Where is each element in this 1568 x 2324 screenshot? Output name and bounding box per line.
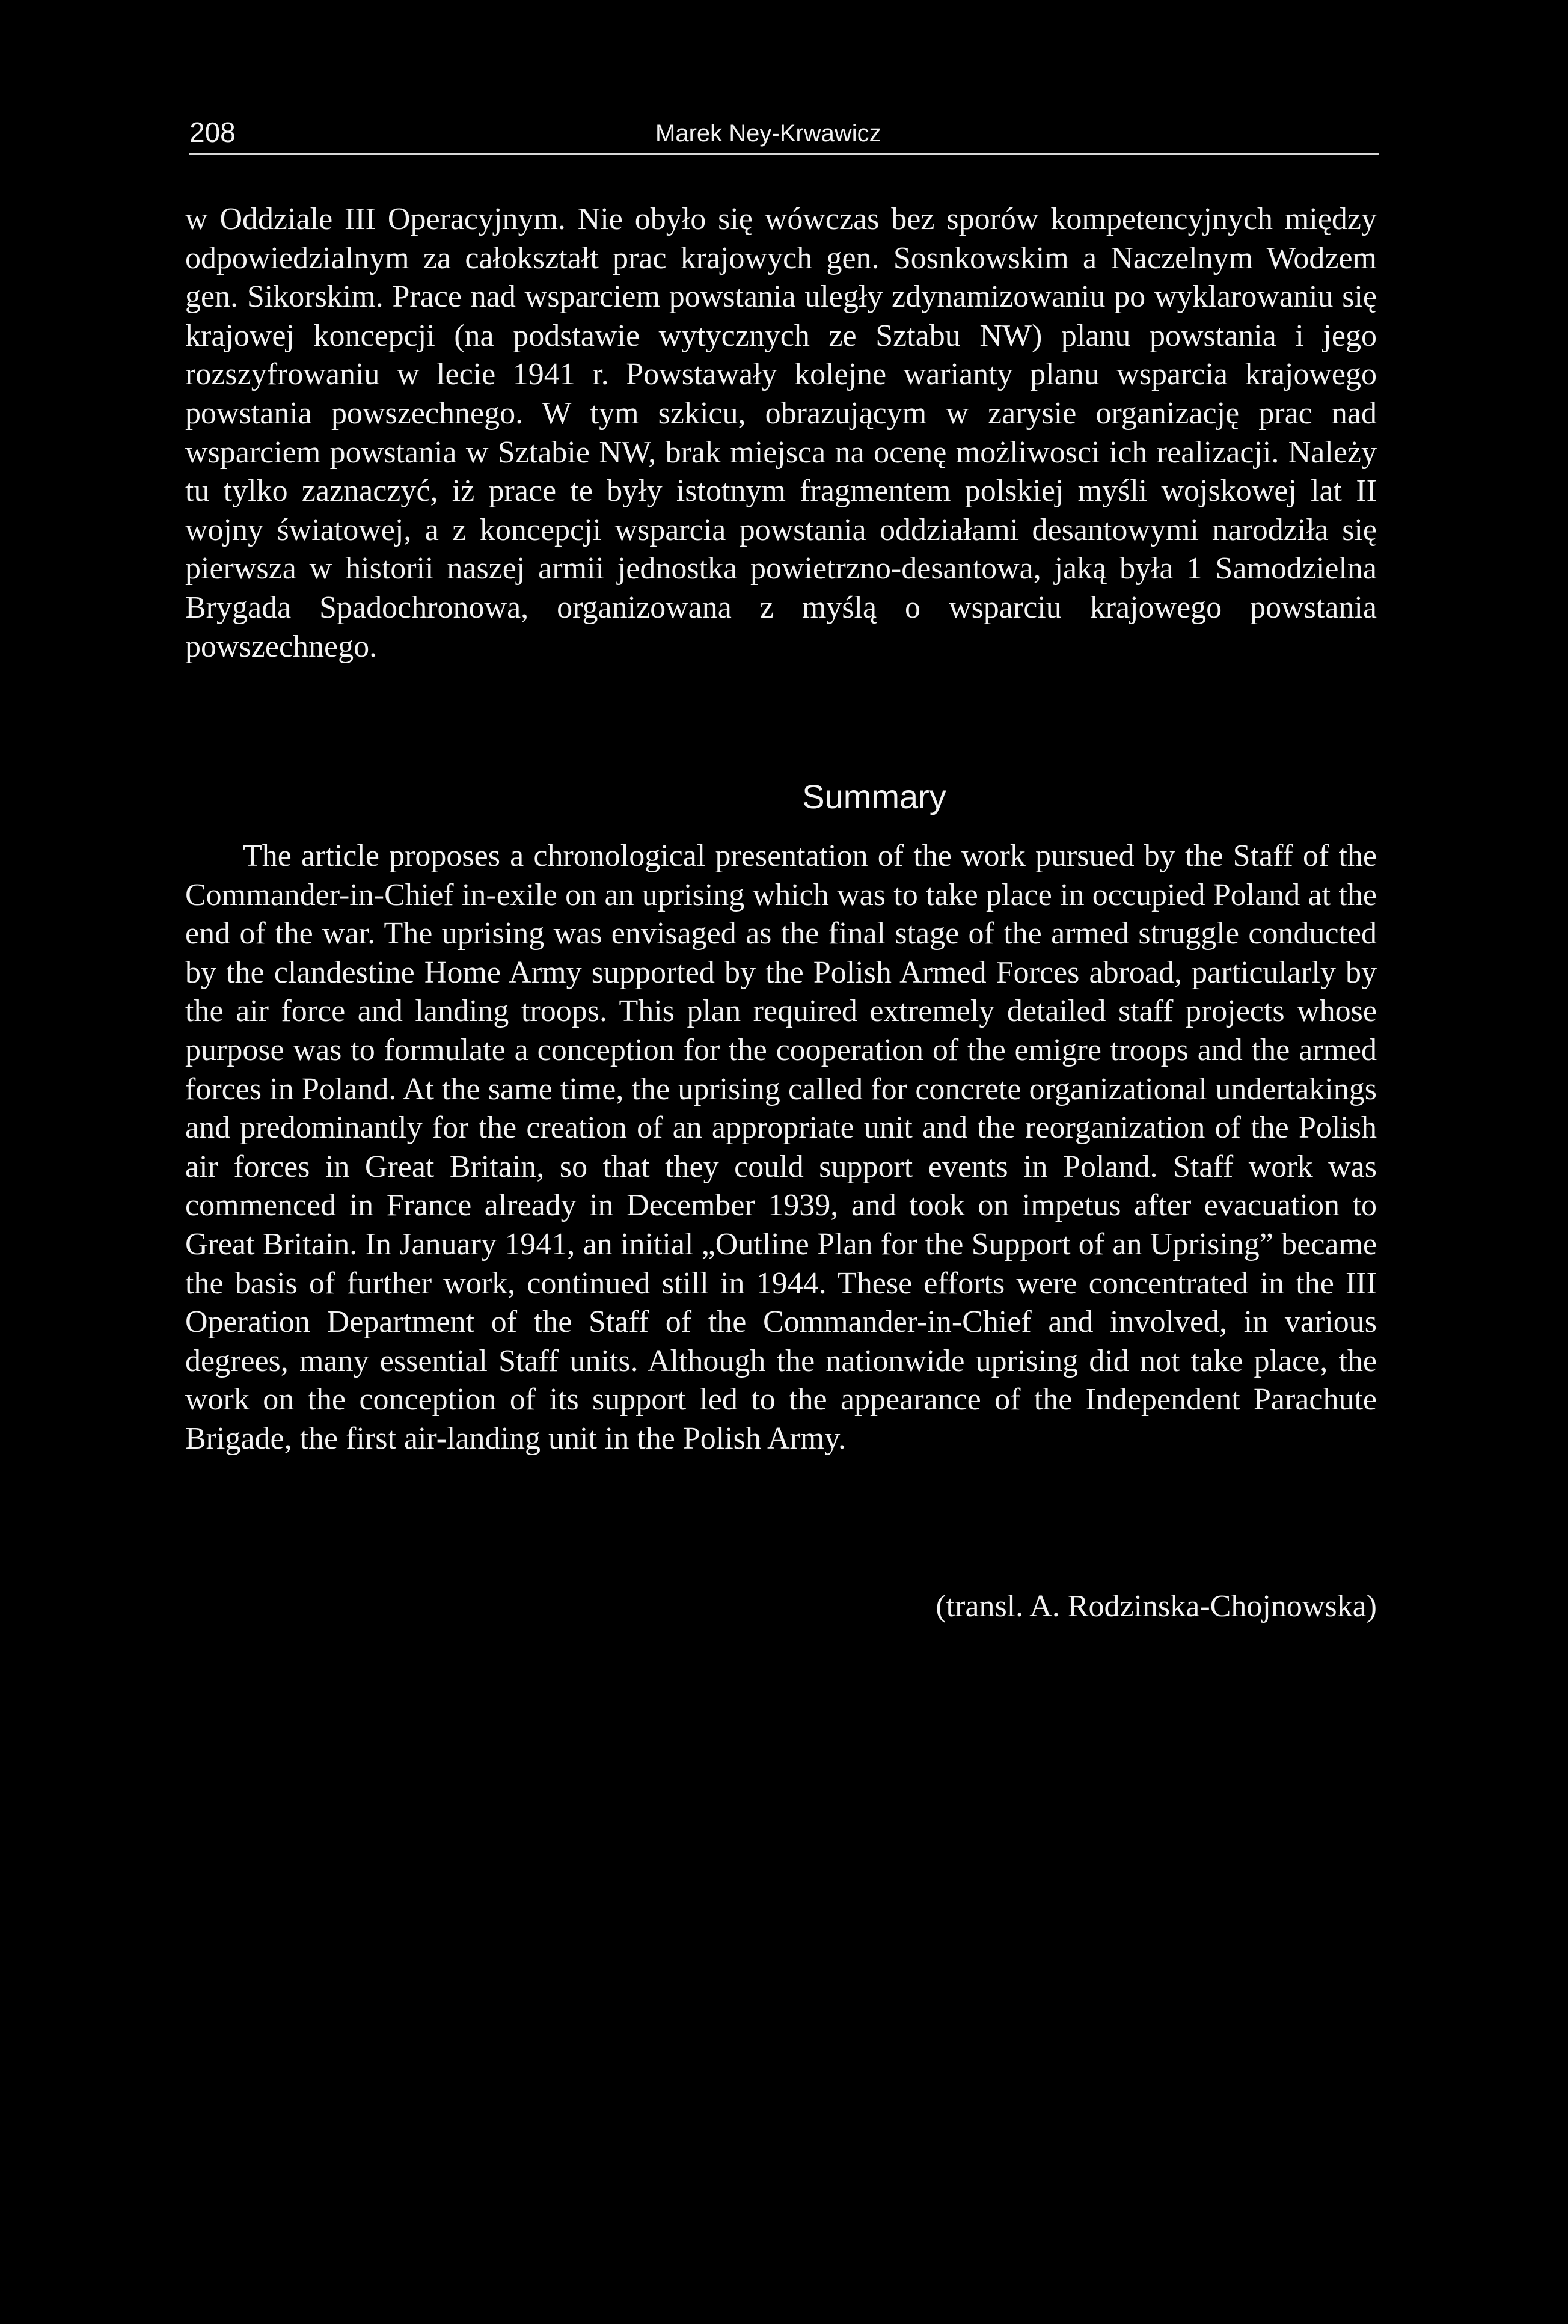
body-paragraph: w Oddziale III Operacyjnym. Nie obyło się wówczas bez sporów kompetencyjnych między odpowiedzialnym za całokształt prac krajowych gen. Sosnkowskim a Naczelnym Wodzem gen. Sikorskim. Prace nad wsparciem powstania uległy zdynamizowaniu po wyklarowaniu się krajowej koncepcji (na podstawie wytycznych ze Sztabu NW) planu powstania i jego rozszyfrowaniu w lecie 1941 r. Powstawały kolejne warianty planu wsparcia krajowego powstania powszechnego. W tym szkicu, obrazującym w zarysie organizację prac nad wsparciem powstania w Sztabie NW, brak miejsca na ocenę możliwosci ich realizacji. Należy tu tylko zaznaczyć, iż prace te były istotnym fragmentem polskiej myśli wojskowej lat II wojny światowej, a z koncepcji wsparcia powstania oddziałami desantowymi narodziła się pierwsza w historii naszej armii jednostka powietrzno-desantowa, jaką była 1 Samodzielna Brygada Spadochronowa, organizowana z myślą o wsparciu krajowego powstania powszechnego.	[185, 202, 1377, 664]
running-header	[189, 114, 1374, 156]
translator-credit: (transl. A. Rodzinska-Chojnowska)	[936, 1589, 1377, 1623]
summary-paragraph: The article proposes a chronological presentation of the work pursued by the Staff of the Commander-in-Chief in-exile on an uprising which was to take place in occupied Poland at the end of the war. The uprising was envisaged as the final stage of the armed struggle conducted by the clandestine Home Army supported by the Polish Armed Forces abroad, particularly by the air force and landing troops. This plan required extremely detailed staff projects whose purpose was to formulate a conception for the cooperation of the emigre troops and the armed forces in Poland. At the same time, the uprising called for concrete organizational undertakings and predominantly for the creation of an appropriate unit and the reorganization of the Polish air forces in Great Britain, so that they could support events in Poland. Staff work was commenced in France already in December 1939, and took on impetus after evacuation to Great Britain. In January 1941, an initial „Outline Plan for the Support of an Uprising” became the basis of further work, continued still in 1944. These efforts were concentrated in the III Operation Department of the Staff of the Commander-in-Chief and involved, in various degrees, many essential Staff units. Although the nationwide uprising did not take place, the work on the conception of its support led to the appearance of the Independent Parachute Brigade, the first air-landing unit in the Polish Army.	[185, 839, 1377, 1456]
running-head-author: Marek Ney-Krwawicz	[655, 120, 881, 147]
page-number: 208	[189, 117, 236, 148]
summary-heading: Summary	[802, 777, 946, 815]
header-rule	[189, 153, 1379, 155]
body-text	[185, 200, 1377, 666]
summary-text	[185, 837, 1377, 1459]
